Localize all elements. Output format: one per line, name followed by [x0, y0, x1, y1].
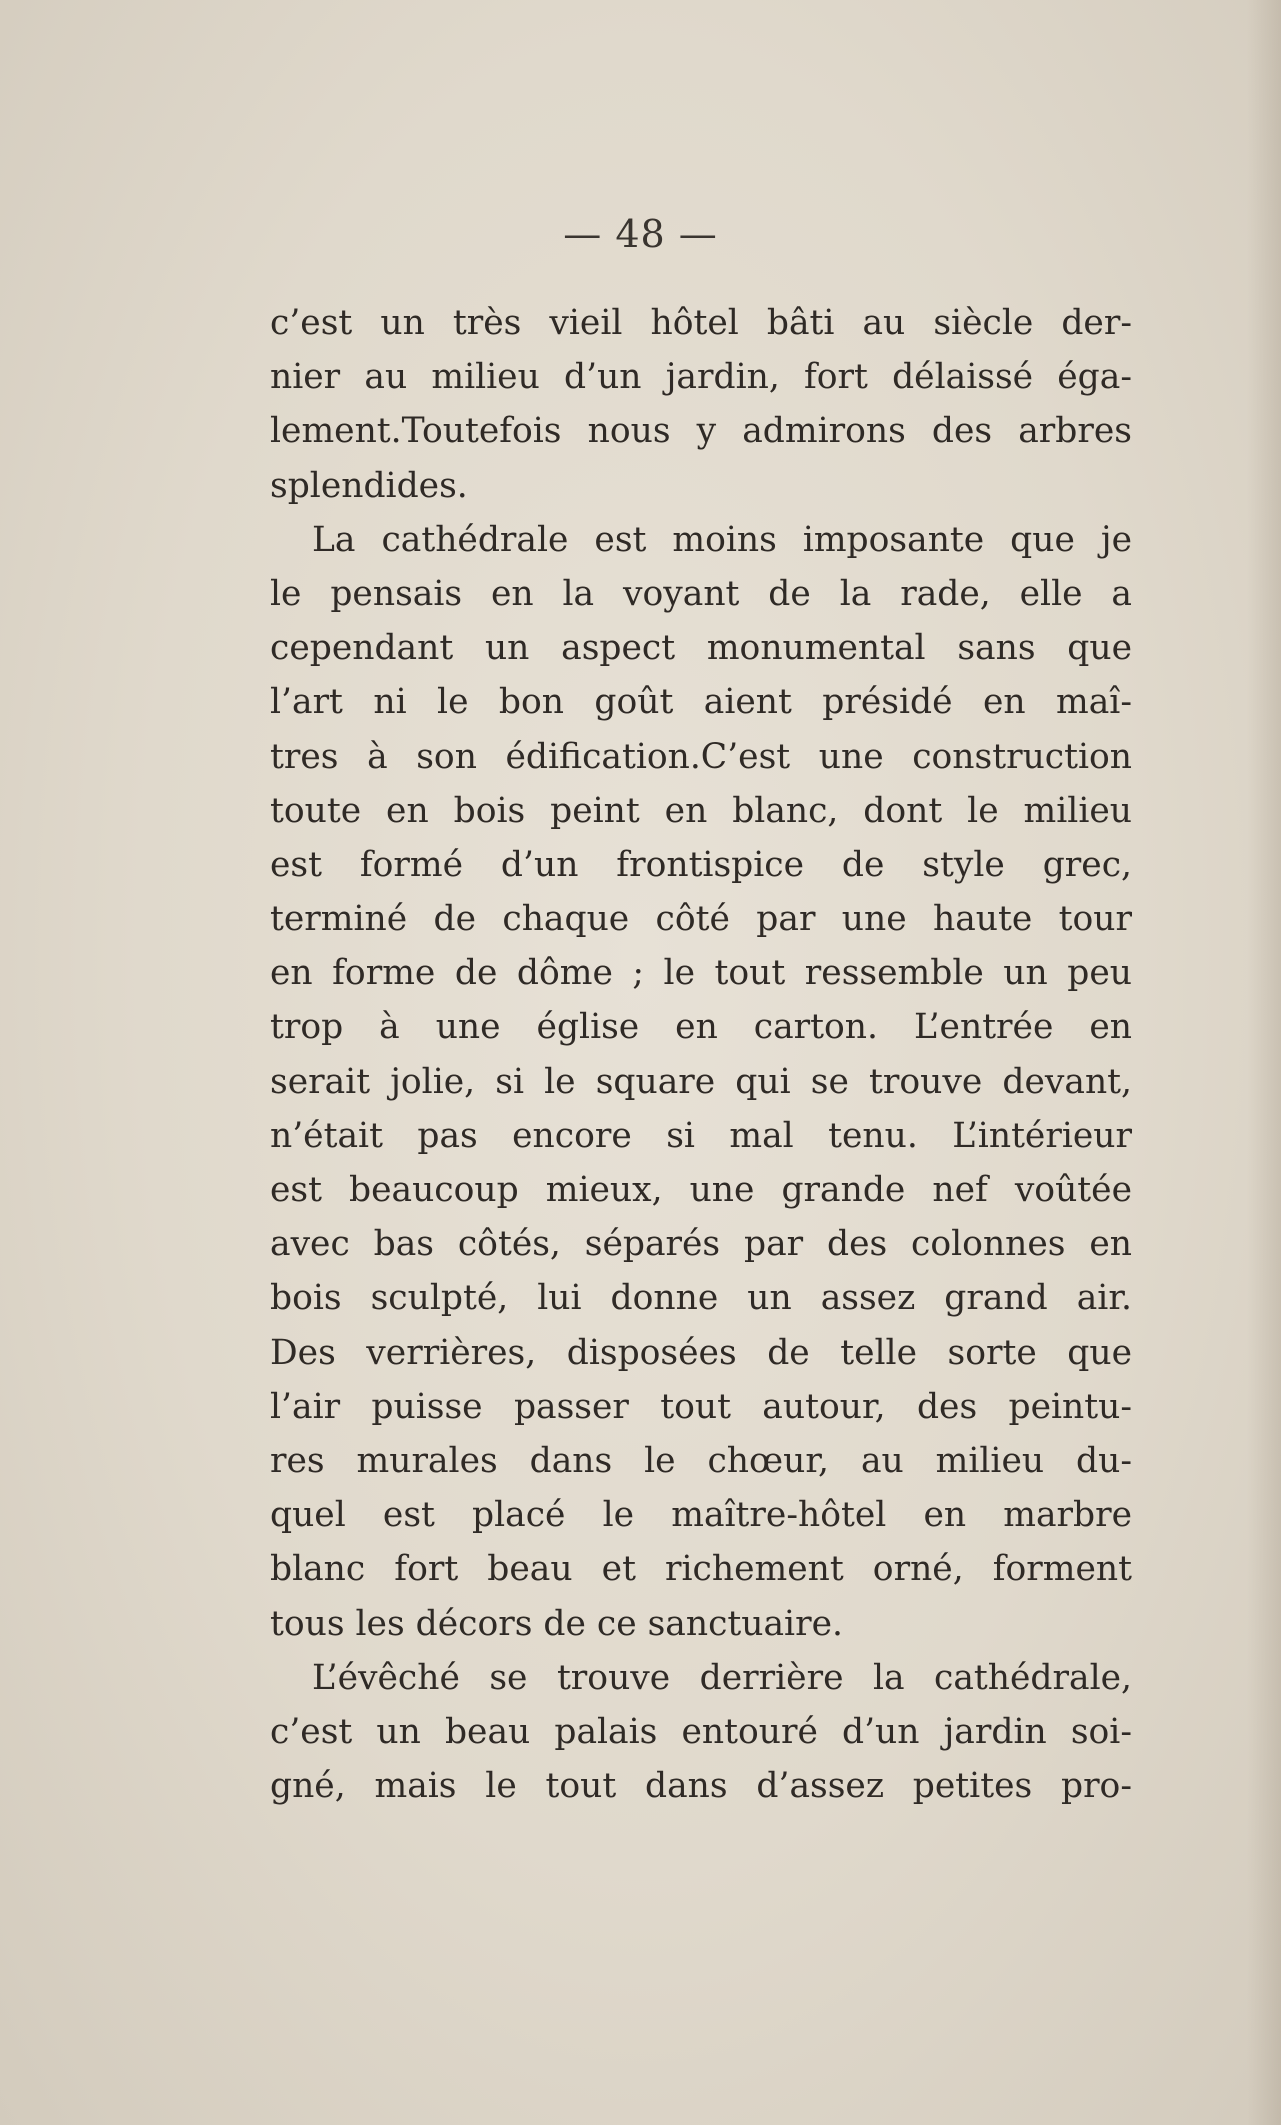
text-line: avec bas côtés, séparés par des colonnes en — [270, 1224, 1132, 1265]
text-line: n’était pas encore si mal tenu. L’intérieur — [270, 1115, 1132, 1156]
text-line: l’art ni le bon goût aient présidé en maî- — [270, 682, 1132, 723]
text-line: res murales dans le chœur, au milieu du- — [270, 1440, 1132, 1481]
text-line: toute en bois peint en blanc, dont le milieu — [270, 790, 1132, 831]
text-line: L’évêché se trouve derrière la cathédrale, — [312, 1657, 1132, 1698]
text-line: le pensais en la voyant de la rade, elle a — [270, 573, 1132, 614]
text-line: en forme de dôme ; le tout ressemble un peu — [270, 953, 1132, 994]
text-line: cependant un aspect monumental sans que — [270, 628, 1132, 669]
text-line: est beaucoup mieux, une grande nef voûtée — [270, 1170, 1132, 1210]
text-line: serait jolie, si le square qui se trouve devant, — [270, 1061, 1132, 1102]
page-number: — 48 — — [563, 212, 718, 256]
text-line: nier au milieu d’un jardin, fort délaissé éga- — [270, 357, 1132, 398]
text-line: tres à son édification.C’est une construction — [270, 736, 1132, 777]
text-line: est formé d’un frontispice de style grec, — [270, 844, 1132, 885]
text-line: La cathédrale est moins imposante que je — [312, 519, 1132, 560]
text-line: gné, mais le tout dans d’assez petites pro- — [270, 1766, 1132, 1807]
text-line: trop à une église en carton. L’entrée en — [270, 1007, 1132, 1048]
text-line: c’est un beau palais entouré d’un jardin soi- — [270, 1711, 1132, 1752]
text-line: splendides. — [270, 465, 468, 506]
text-line: terminé de chaque côté par une haute tour — [270, 899, 1132, 940]
text-line: quel est placé le maître-hôtel en marbre — [270, 1495, 1132, 1536]
text-line: l’air puisse passer tout autour, des peintu- — [270, 1386, 1132, 1427]
text-line: blanc fort beau et richement orné, forment — [270, 1549, 1132, 1590]
text-line: lement.Toutefois nous y admirons des arbres — [270, 411, 1132, 452]
body-text — [270, 296, 1132, 1813]
page-edge-shadow — [1247, 0, 1281, 2125]
text-line: bois sculpté, lui donne un assez grand air. — [270, 1278, 1132, 1319]
text-line: tous les décors de ce sanctuaire. — [270, 1603, 843, 1644]
text-line: Des verrières, disposées de telle sorte que — [270, 1332, 1132, 1373]
text-line: c’est un très vieil hôtel bâti au siècle der- — [270, 303, 1132, 343]
